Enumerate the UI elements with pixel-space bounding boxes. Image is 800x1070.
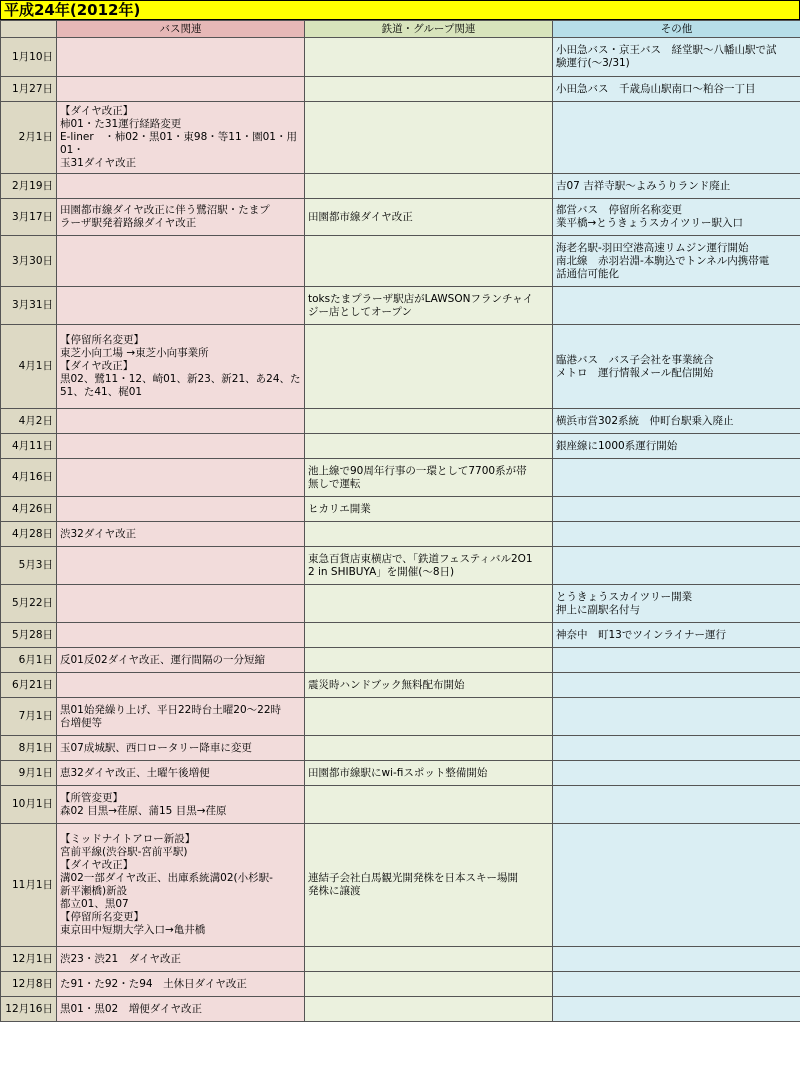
table-row xyxy=(1,761,800,786)
rail-cell-text: 田園都市線駅にwi-fiスポット整備開始 xyxy=(308,766,488,779)
date-cell xyxy=(1,824,57,947)
table-row xyxy=(1,673,800,698)
other-cell-text: 臨港バス バス子会社を事業統合 メトロ 運行情報メール配信開始 xyxy=(556,353,714,379)
date-cell-text: 3月31日 xyxy=(11,299,53,311)
rail-cell xyxy=(305,497,553,522)
date-cell-text: 6月21日 xyxy=(11,678,53,691)
rail-cell-text: 連結子会社白馬観光開発株を日本スキー場開 発株に譲渡 xyxy=(308,872,518,897)
rail-cell xyxy=(305,648,553,673)
table-row xyxy=(1,786,800,824)
date-cell xyxy=(1,38,57,77)
other-cell xyxy=(553,947,800,972)
date-cell-text: 2月19日 xyxy=(11,179,53,192)
page-title: 平成24年(2012年) xyxy=(0,0,800,20)
bus-cell-text: 渋32ダイヤ改正 xyxy=(60,527,137,540)
rail-cell xyxy=(305,761,553,786)
bus-cell-text: 黒01始発繰り上げ、平日22時台土曜20～22時 台増便等 xyxy=(60,703,282,729)
date-cell xyxy=(1,409,57,434)
table-row xyxy=(1,623,800,648)
date-cell-text: 3月17日 xyxy=(11,210,53,223)
other-cell xyxy=(553,673,800,698)
bus-cell xyxy=(57,547,305,585)
bus-cell-text: 【ミッドナイトアロー新設】 宮前平線(渋谷駅-宮前平駅) 【ダイヤ改正】 溝02一部ダイヤ改正、出庫系統溝02(小杉駅- 新平瀬橋)新設 都立01、黒07 【停留所名変更】 東京田中短期大学入口→亀井橋 xyxy=(60,833,273,936)
rail-cell xyxy=(305,77,553,102)
bus-cell-text: た91・た92・た94 土休日ダイヤ改正 xyxy=(60,977,247,990)
other-cell xyxy=(553,459,800,497)
bus-cell xyxy=(57,972,305,997)
date-cell-text: 12月8日 xyxy=(11,977,53,990)
date-cell-text: 11月1日 xyxy=(11,878,53,891)
other-cell xyxy=(553,585,800,623)
other-cell xyxy=(553,547,800,585)
table-row xyxy=(1,434,800,459)
other-cell xyxy=(553,38,800,77)
bus-cell-text: 渋23・渋21 ダイヤ改正 xyxy=(60,952,182,965)
rail-cell-text: 震災時ハンドブック無料配布開始 xyxy=(308,678,465,691)
date-cell-text: 4月26日 xyxy=(11,502,53,515)
date-cell-text: 4月11日 xyxy=(11,439,53,452)
other-cell-text: 小田急バス・京王バス 経堂駅～八幡山駅で試 験運行(～3/31) xyxy=(556,44,777,69)
bus-cell xyxy=(57,497,305,522)
date-cell xyxy=(1,547,57,585)
date-cell xyxy=(1,997,57,1022)
date-cell-text: 1月10日 xyxy=(11,50,53,63)
date-cell-text: 4月1日 xyxy=(18,360,53,372)
timeline-table xyxy=(0,20,800,1022)
rail-cell xyxy=(305,236,553,287)
bus-cell xyxy=(57,325,305,409)
date-cell xyxy=(1,736,57,761)
bus-cell-text: 玉07成城駅、西口ロータリー降車に変更 xyxy=(60,741,252,754)
table-row xyxy=(1,585,800,623)
date-cell xyxy=(1,972,57,997)
bus-cell xyxy=(57,947,305,972)
bus-cell xyxy=(57,102,305,174)
date-cell xyxy=(1,459,57,497)
bus-cell-text: 【ダイヤ改正】 柿01・た31運行経路変更 E-liner ・柿02・黒01・東98・等11・園01・用01・ 玉31ダイヤ改正 xyxy=(60,105,297,169)
date-cell xyxy=(1,761,57,786)
bus-cell xyxy=(57,174,305,199)
table-row xyxy=(1,236,800,287)
other-cell xyxy=(553,409,800,434)
rail-cell xyxy=(305,287,553,325)
bus-cell xyxy=(57,786,305,824)
rail-cell xyxy=(305,786,553,824)
date-cell-text: 3月30日 xyxy=(11,254,53,267)
other-cell-text: 小田急バス 千歳烏山駅南口～粕谷一丁目 xyxy=(556,82,756,95)
rail-cell-text: toksたまプラーザ駅店がLAWSONフランチャイ ジー店としてオープン xyxy=(308,292,534,318)
other-cell xyxy=(553,287,800,325)
table-row xyxy=(1,824,800,947)
other-cell xyxy=(553,522,800,547)
bus-cell xyxy=(57,77,305,102)
date-cell xyxy=(1,102,57,174)
table-row xyxy=(1,409,800,434)
date-cell xyxy=(1,199,57,236)
other-cell xyxy=(553,824,800,947)
date-cell-text: 4月28日 xyxy=(11,527,53,540)
table-row xyxy=(1,38,800,77)
table-row xyxy=(1,497,800,522)
other-cell xyxy=(553,648,800,673)
bus-cell-text: 【停留所名変更】 東芝小向工場 →東芝小向事業所 【ダイヤ改正】 黒02、鷺11・12、崎01、新23、新21、あ24、た 51、た41、梶01 xyxy=(60,334,301,398)
other-cell-text: 吉07 吉祥寺駅～よみうりランド廃止 xyxy=(556,179,731,192)
rail-cell xyxy=(305,736,553,761)
date-cell-text: 9月1日 xyxy=(18,766,53,779)
header-row xyxy=(1,21,800,38)
other-cell xyxy=(553,77,800,102)
bus-cell-text: 反01反02ダイヤ改正、運行間隔の一分短縮 xyxy=(60,653,266,666)
other-cell xyxy=(553,736,800,761)
date-cell-text: 5月28日 xyxy=(11,628,53,641)
date-cell xyxy=(1,522,57,547)
bus-cell xyxy=(57,459,305,497)
date-cell-text: 12月1日 xyxy=(11,952,53,965)
other-cell-text: 横浜市営302系統 仲町台駅乗入廃止 xyxy=(556,414,734,427)
rail-cell xyxy=(305,522,553,547)
date-cell xyxy=(1,434,57,459)
table-row xyxy=(1,325,800,409)
bus-cell xyxy=(57,648,305,673)
bus-cell xyxy=(57,698,305,736)
other-cell-text: 都営バス 停留所名称変更 業平橋→とうきょうスカイツリー駅入口 xyxy=(556,204,743,229)
date-cell xyxy=(1,174,57,199)
bus-cell xyxy=(57,585,305,623)
date-cell xyxy=(1,623,57,648)
other-cell xyxy=(553,199,800,236)
bus-cell-text: 黒01・黒02 増便ダイヤ改正 xyxy=(60,1002,203,1015)
other-cell xyxy=(553,698,800,736)
bus-cell-text: 【所管変更】 森02 目黒→荏原、蒲15 目黒→荏原 xyxy=(60,791,227,817)
other-cell-text: 神奈中 町13でツインライナー運行 xyxy=(556,628,727,641)
date-cell xyxy=(1,287,57,325)
other-cell xyxy=(553,325,800,409)
rail-cell xyxy=(305,947,553,972)
table-row xyxy=(1,77,800,102)
rail-cell xyxy=(305,38,553,77)
bus-cell-text: 恵32ダイヤ改正、土曜午後増便 xyxy=(60,766,210,779)
other-cell xyxy=(553,997,800,1022)
other-column-header: その他 xyxy=(553,21,800,38)
other-cell-text: とうきょうスカイツリー開業 押上に副駅名付与 xyxy=(556,590,693,616)
table-row xyxy=(1,102,800,174)
bus-cell-text: 田園都市線ダイヤ改正に伴う鷺沼駅・たまプ ラーザ駅発着路線ダイヤ改正 xyxy=(60,204,270,229)
rail-cell xyxy=(305,199,553,236)
rail-cell xyxy=(305,673,553,698)
rail-cell-text: 田園都市線ダイヤ改正 xyxy=(308,210,413,223)
table-row xyxy=(1,648,800,673)
other-cell xyxy=(553,623,800,648)
rail-cell xyxy=(305,972,553,997)
other-cell xyxy=(553,434,800,459)
bus-cell xyxy=(57,38,305,77)
table-body xyxy=(1,38,800,1022)
bus-column-header: バス関連 xyxy=(57,21,305,38)
rail-cell xyxy=(305,459,553,497)
date-cell xyxy=(1,236,57,287)
table-row xyxy=(1,547,800,585)
rail-cell-text: 池上線で90周年行事の一環として7700系が帯 無しで運転 xyxy=(308,464,527,490)
rail-cell xyxy=(305,824,553,947)
bus-cell xyxy=(57,434,305,459)
date-cell xyxy=(1,77,57,102)
date-cell xyxy=(1,325,57,409)
date-cell-text: 5月3日 xyxy=(18,559,53,571)
table-row xyxy=(1,174,800,199)
bus-cell xyxy=(57,287,305,325)
date-cell-text: 12月16日 xyxy=(5,1002,53,1015)
date-cell xyxy=(1,585,57,623)
rail-cell xyxy=(305,997,553,1022)
rail-cell xyxy=(305,698,553,736)
date-cell xyxy=(1,698,57,736)
rail-cell xyxy=(305,585,553,623)
table-row xyxy=(1,287,800,325)
table-row xyxy=(1,199,800,236)
other-cell xyxy=(553,497,800,522)
table-row xyxy=(1,522,800,547)
other-cell xyxy=(553,761,800,786)
bus-cell xyxy=(57,522,305,547)
rail-cell xyxy=(305,174,553,199)
table-row xyxy=(1,459,800,497)
table-row xyxy=(1,972,800,997)
date-cell xyxy=(1,947,57,972)
date-cell xyxy=(1,648,57,673)
date-cell-text: 2月1日 xyxy=(18,131,53,143)
table-row xyxy=(1,947,800,972)
bus-cell xyxy=(57,199,305,236)
rail-cell-text: ヒカリエ開業 xyxy=(308,502,371,515)
rail-cell xyxy=(305,102,553,174)
rail-cell xyxy=(305,547,553,585)
bus-cell xyxy=(57,761,305,786)
other-cell xyxy=(553,102,800,174)
date-cell-text: 6月1日 xyxy=(18,653,53,666)
rail-cell xyxy=(305,409,553,434)
table-row xyxy=(1,698,800,736)
date-cell-text: 1月27日 xyxy=(11,82,53,95)
date-cell-text: 8月1日 xyxy=(18,741,53,754)
date-cell xyxy=(1,673,57,698)
date-cell-text: 5月22日 xyxy=(11,597,53,609)
date-cell xyxy=(1,497,57,522)
other-cell-text: 海老名駅-羽田空港高速リムジン運行開始 南北線 赤羽岩淵-本駒込でトンネル内携帯電 話通信可能化 xyxy=(556,241,770,280)
other-cell xyxy=(553,174,800,199)
table-row xyxy=(1,997,800,1022)
rail-column-header: 鉄道・グループ関連 xyxy=(305,21,553,38)
bus-cell xyxy=(57,673,305,698)
date-cell xyxy=(1,786,57,824)
rail-cell xyxy=(305,325,553,409)
date-column-header xyxy=(1,21,57,38)
date-cell-text: 4月2日 xyxy=(18,414,53,427)
other-cell xyxy=(553,786,800,824)
rail-cell xyxy=(305,623,553,648)
bus-cell xyxy=(57,824,305,947)
other-cell-text: 銀座線に1000系運行開始 xyxy=(556,439,678,452)
other-cell xyxy=(553,236,800,287)
table-row xyxy=(1,736,800,761)
rail-cell-text: 東急百貨店東横店で、「鉄道フェスティバル2O1 2 in SHIBUYA」を開催(～8日) xyxy=(308,552,533,578)
bus-cell xyxy=(57,997,305,1022)
bus-cell xyxy=(57,409,305,434)
date-cell-text: 7月1日 xyxy=(18,710,53,722)
other-cell xyxy=(553,972,800,997)
bus-cell xyxy=(57,623,305,648)
date-cell-text: 10月1日 xyxy=(11,798,53,810)
date-cell-text: 4月16日 xyxy=(11,471,53,483)
rail-cell xyxy=(305,434,553,459)
bus-cell xyxy=(57,736,305,761)
bus-cell xyxy=(57,236,305,287)
